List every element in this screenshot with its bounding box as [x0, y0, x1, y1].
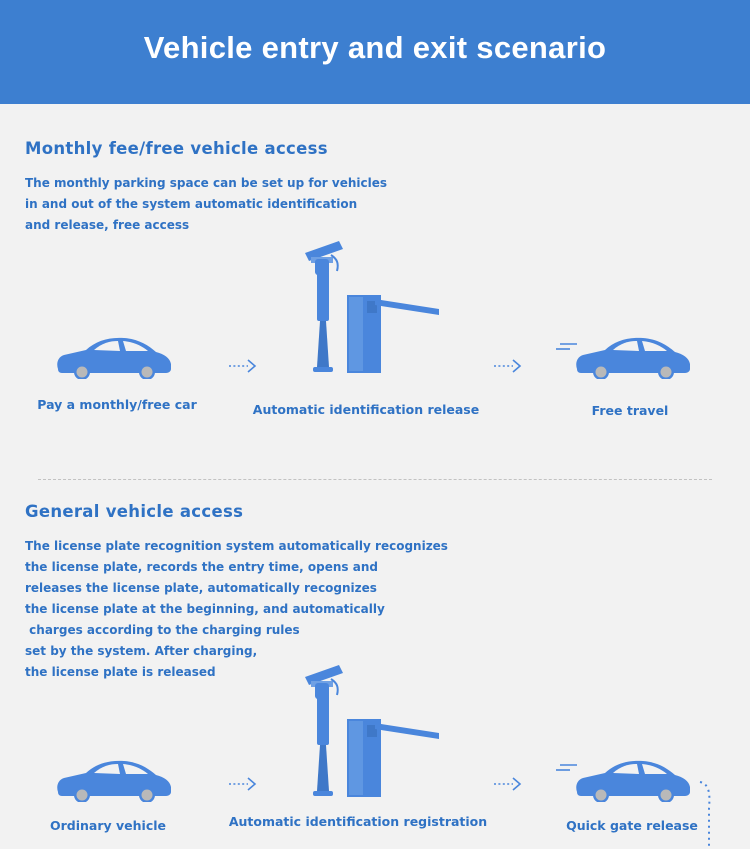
dashed-arrow-icon: [493, 776, 523, 792]
dashed-arrow-icon: [228, 776, 258, 792]
moving-car-icon: [573, 333, 693, 379]
dotted-connector-icon: [690, 778, 720, 849]
step-label: Free travel: [591, 403, 669, 418]
moving-car-icon: [573, 756, 693, 802]
dashed-arrow-icon: [228, 358, 258, 374]
section-title-monthly: Monthly fee/free vehicle access: [25, 139, 328, 158]
step-label: Ordinary vehicle: [49, 818, 166, 833]
barrier-gate-icon: [303, 241, 443, 381]
step-label: Automatic identification registration: [228, 814, 488, 829]
dashed-arrow-icon: [493, 358, 523, 374]
section-divider: [38, 479, 712, 480]
header-banner: [0, 0, 750, 104]
page-title: Vehicle entry and exit scenario: [143, 30, 607, 65]
step-label: Pay a monthly/free car: [37, 397, 197, 412]
section-title-general: General vehicle access: [25, 502, 244, 521]
section-description-monthly: The monthly parking space can be set up for vehicles in and out of the system automatic identification and release, free access: [25, 176, 388, 232]
barrier-gate-icon: [303, 665, 443, 805]
step-label: Automatic identification release: [252, 402, 480, 417]
section-description-general: The license plate recognition system automatically recognizes the license plate, records the entry time, opens and releases the license plate, automatically recognizes the license plate at the beginning, and automatically charges according to the charging rules set by the system. After charging, the license plate is released: [25, 539, 448, 679]
step-label: Quick gate release: [566, 818, 698, 833]
car-icon: [54, 333, 174, 379]
car-icon: [54, 756, 174, 802]
